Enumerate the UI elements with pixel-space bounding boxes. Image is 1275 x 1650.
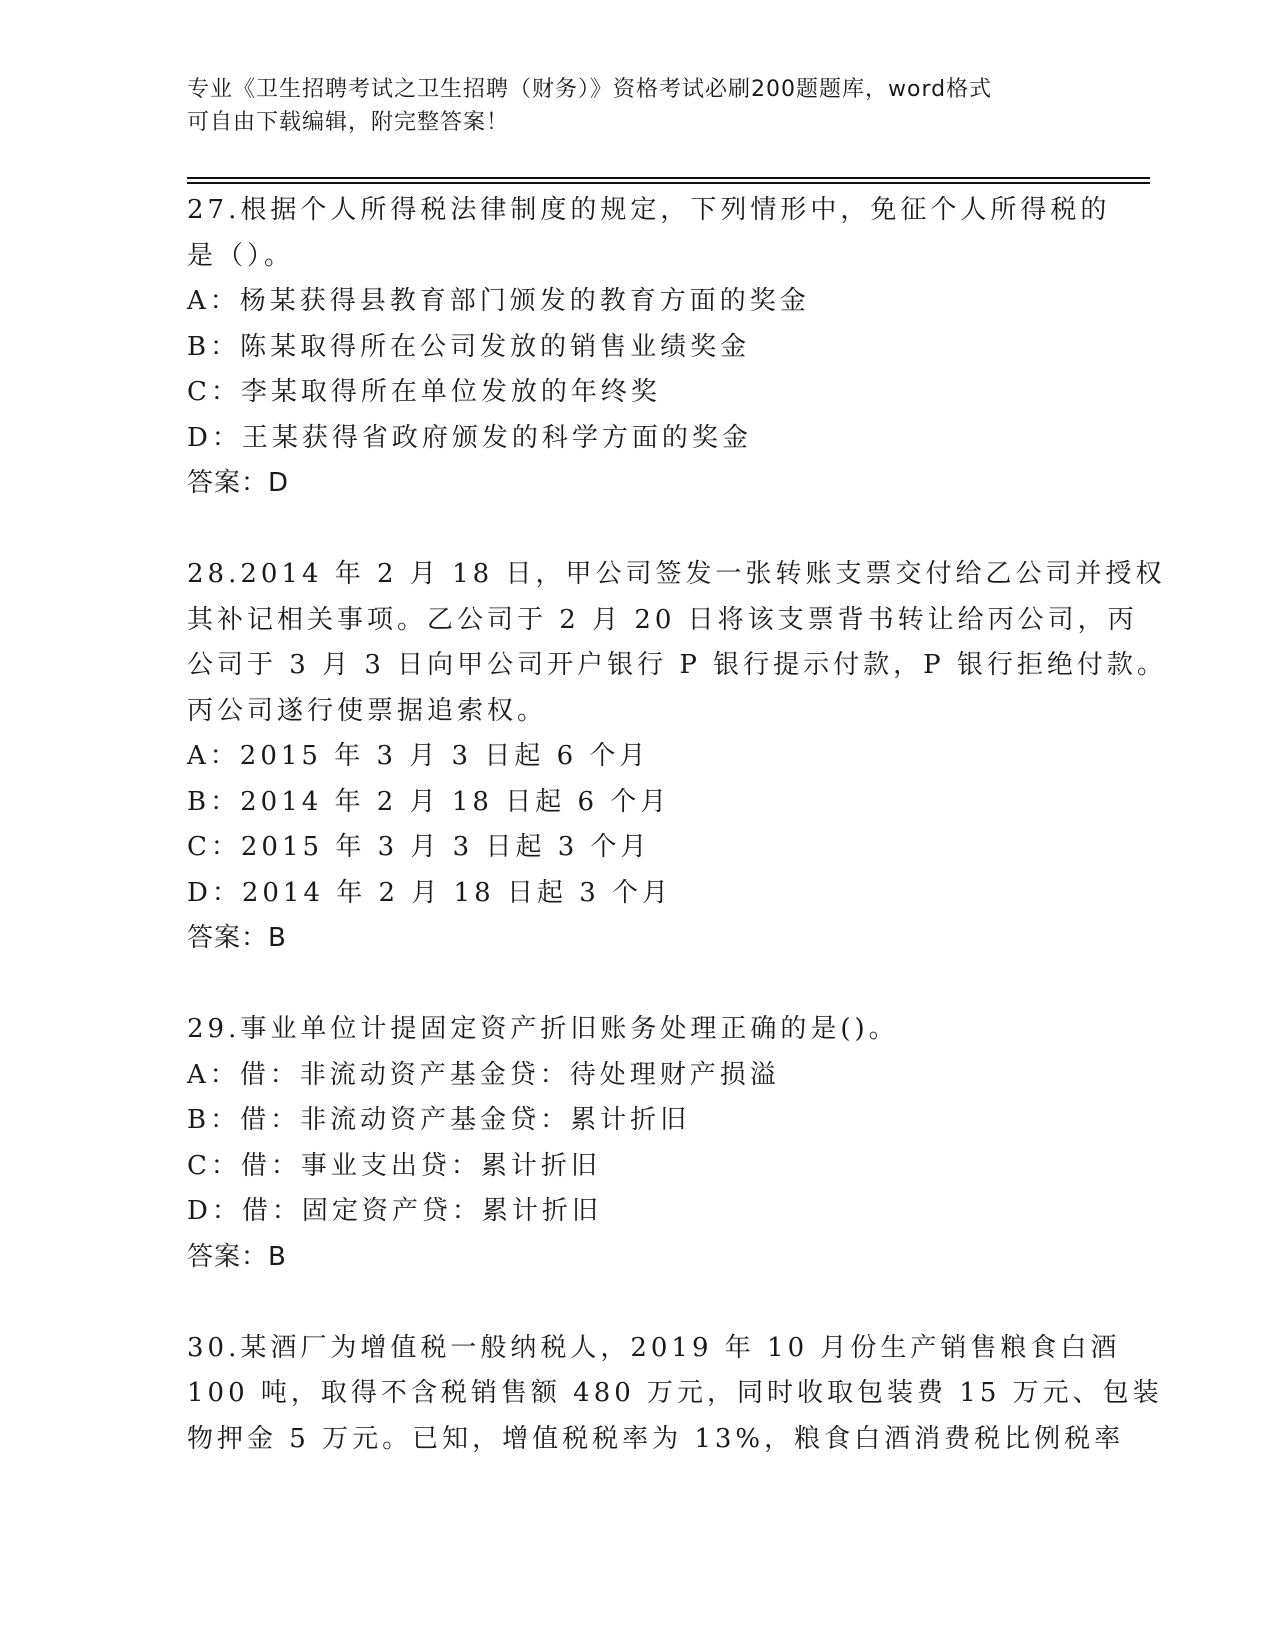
question-list xyxy=(187,188,1167,1462)
question-stem-line: 物押金 5 万元。已知，增值税税率为 13%，粮食白酒消费税比例税率 xyxy=(187,1423,1125,1454)
header-line-1: 专业《卫生招聘考试之卫生招聘（财务）》资格考试必刷200题题库，word格式 xyxy=(187,77,993,102)
question-stem-line: 30.某酒厂为增值税一般纳税人，2019 年 10 月份生产销售粮食白酒 xyxy=(187,1332,1121,1363)
answer-line: 答案：B xyxy=(187,923,287,953)
question-stem-line: 公司于 3 月 3 日向甲公司开户银行 P 银行提示付款，P 银行拒绝付款。 xyxy=(187,650,1167,680)
question-stem-line: 28.2014 年 2 月 18 日，甲公司签发一张转账支票交付给乙公司并授权 xyxy=(187,559,1166,589)
option-d: D：2014 年 2 月 18 日起 3 个月 xyxy=(187,877,673,908)
spacer xyxy=(187,962,1087,1008)
header-line-2: 可自由下载编辑，附完整答案！ xyxy=(187,110,510,135)
answer-line: 答案：D xyxy=(187,468,290,498)
spacer xyxy=(187,1280,1087,1326)
option-d: D：王某获得省政府颁发的科学方面的奖金 xyxy=(187,422,752,453)
question-stem-line: 100 吨，取得不含税销售额 480 万元，同时收取包装费 15 万元、包装 xyxy=(187,1378,1163,1408)
header-divider-top xyxy=(187,177,1150,179)
option-b: B：2014 年 2 月 18 日起 6 个月 xyxy=(187,786,671,817)
option-c: C：借：事业支出贷：累计折旧 xyxy=(187,1150,601,1181)
question-stem-line: 其补记相关事项。乙公司于 2 月 20 日将该支票背书转让给丙公司，丙 xyxy=(187,604,1138,635)
option-a: A：2015 年 3 月 3 日起 6 个月 xyxy=(187,741,650,771)
question-stem-line: 丙公司遂行使票据追索权。 xyxy=(187,695,548,726)
option-c: C：李某取得所在单位发放的年终奖 xyxy=(187,377,661,407)
answer-line: 答案：B xyxy=(187,1241,287,1272)
option-c: C：2015 年 3 月 3 日起 3 个月 xyxy=(187,832,651,862)
question-28 xyxy=(187,552,1167,962)
question-stem-line: 27.根据个人所得税法律制度的规定，下列情形中，免征个人所得税的 xyxy=(187,195,1111,225)
spacer xyxy=(187,507,1087,553)
question-30 xyxy=(187,1326,1163,1463)
option-b: B：陈某取得所在公司发放的销售业绩奖金 xyxy=(187,331,751,362)
question-stem-line: 是（）。 xyxy=(187,240,295,271)
document-header xyxy=(187,73,1067,139)
option-d: D：借：固定资产贷：累计折旧 xyxy=(187,1196,602,1226)
question-stem-line: 29.事业单位计提固定资产折旧账务处理正确的是()。 xyxy=(187,1014,899,1044)
question-27 xyxy=(187,188,1111,507)
question-29 xyxy=(187,1007,1087,1280)
option-b: B：借：非流动资产基金贷：累计折旧 xyxy=(187,1105,691,1135)
header-divider-bottom xyxy=(187,182,1150,184)
option-a: A：借：非流动资产基金贷：待处理财产损溢 xyxy=(187,1059,780,1090)
option-a: A：杨某获得县教育部门颁发的教育方面的奖金 xyxy=(187,286,810,316)
